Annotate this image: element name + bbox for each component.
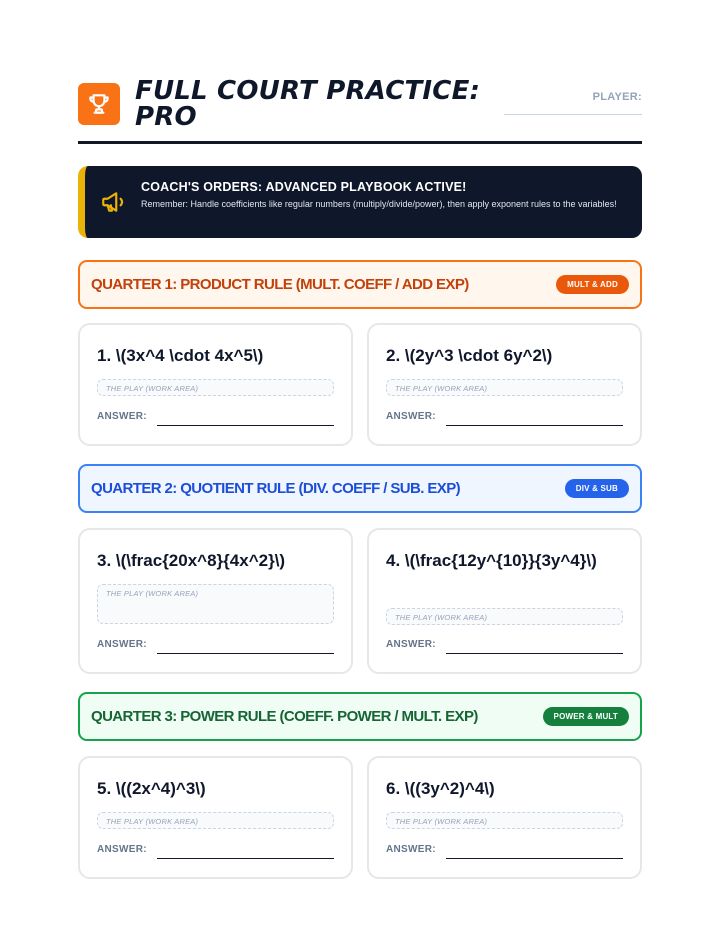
work-area-label: THE PLAY (WORK AREA) (395, 817, 488, 826)
player-name-line[interactable] (504, 114, 642, 115)
problem-6-answer-line[interactable] (446, 858, 623, 859)
problem-3-answer-line[interactable] (157, 653, 334, 654)
page-title: FULL COURT PRACTICE: PRO (135, 76, 481, 132)
problem-5-label: 5. \((2x^4)^3\) (97, 779, 206, 798)
quarter-1-badge: MULT & ADD (556, 275, 629, 294)
work-area-label: THE PLAY (WORK AREA) (106, 817, 199, 826)
problem-2-answer-label: ANSWER: (386, 411, 436, 422)
worksheet-header (78, 78, 642, 144)
trophy-icon (86, 91, 112, 117)
problem-card-6 (367, 756, 642, 879)
quarter-1-title: QUARTER 1: PRODUCT RULE (MULT. COEFF / ADD EXP) (91, 276, 469, 293)
problem-card-1 (78, 323, 353, 446)
problem-6-answer-label: ANSWER: (386, 844, 436, 855)
problem-card-5 (78, 756, 353, 879)
quarter-1-header (78, 260, 642, 309)
coach-orders-text: Remember: Handle coefficients like regular numbers (multiply/divide/power), then apply exponent rules to the variables! (141, 199, 617, 209)
problem-2-work-area[interactable] (386, 379, 623, 396)
work-area-label: THE PLAY (WORK AREA) (395, 384, 488, 393)
problem-1-answer-line[interactable] (157, 425, 334, 426)
problem-4-work-area[interactable] (386, 608, 623, 625)
work-area-label: THE PLAY (WORK AREA) (106, 384, 199, 393)
problem-1-answer-label: ANSWER: (97, 411, 147, 422)
problem-card-3 (78, 528, 353, 674)
quarter-3-title: QUARTER 3: POWER RULE (COEFF. POWER / MULT. EXP) (91, 708, 478, 725)
coach-orders-title: COACH'S ORDERS: ADVANCED PLAYBOOK ACTIVE! (141, 180, 467, 194)
quarter-2-header (78, 464, 642, 513)
problem-5-work-area[interactable] (97, 812, 334, 829)
problem-3-label: 3. \(\frac{20x^8}{4x^2}\) (97, 551, 286, 570)
problem-3-answer-label: ANSWER: (97, 639, 147, 650)
problem-5-answer-label: ANSWER: (97, 844, 147, 855)
problem-2-answer-line[interactable] (446, 425, 623, 426)
problem-1-label: 1. \(3x^4 \cdot 4x^5\) (97, 346, 264, 365)
trophy-logo (78, 83, 120, 125)
problem-1-work-area[interactable] (97, 379, 334, 396)
quarter-3-header (78, 692, 642, 741)
work-area-label: THE PLAY (WORK AREA) (395, 613, 488, 622)
problem-4-answer-line[interactable] (446, 653, 623, 654)
quarter-3-badge: POWER & MULT (543, 707, 629, 726)
problem-6-label: 6. \((3y^2)^4\) (386, 779, 495, 798)
problem-4-answer-label: ANSWER: (386, 639, 436, 650)
work-area-label: THE PLAY (WORK AREA) (106, 589, 199, 598)
problem-card-2 (367, 323, 642, 446)
problem-4-label: 4. \(\frac{12y^{10}}{3y^4}\) (386, 551, 597, 570)
player-label: PLAYER: (592, 91, 642, 103)
problem-card-4 (367, 528, 642, 674)
megaphone-icon (99, 189, 127, 215)
problem-6-work-area[interactable] (386, 812, 623, 829)
problem-3-work-area[interactable] (97, 584, 334, 624)
problem-5-answer-line[interactable] (157, 858, 334, 859)
problem-2-label: 2. \(2y^3 \cdot 6y^2\) (386, 346, 553, 365)
coach-orders-banner (78, 166, 642, 238)
quarter-2-title: QUARTER 2: QUOTIENT RULE (DIV. COEFF / SUB. EXP) (91, 480, 461, 497)
quarter-2-badge: DIV & SUB (565, 479, 629, 498)
